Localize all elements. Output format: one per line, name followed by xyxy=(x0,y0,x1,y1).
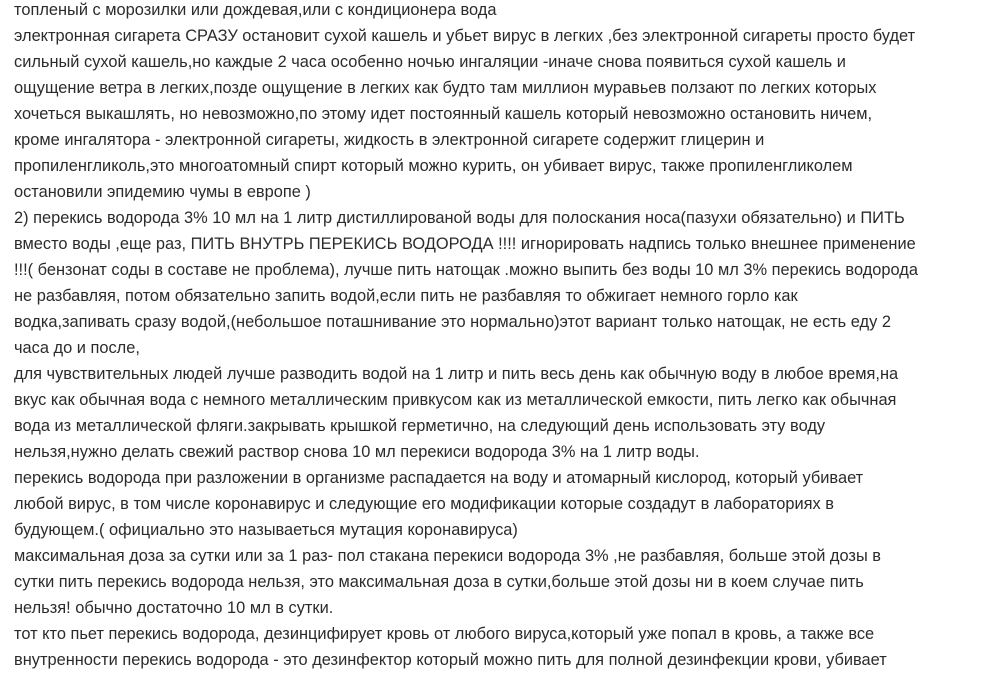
text-line: вместо воды ,еще раз, ПИТЬ ВНУТРЬ ПЕРЕКИСЬ ВОДОРОДА !!!! игнорировать надпись только внешнее применение xyxy=(14,235,916,253)
text-line: не разбавляя, потом обязательно запить водой,если пить не разбавляя то обжигает немного горло как xyxy=(14,287,798,305)
text-line: перекись водорода при разложении в организме распадается на воду и атомарный кислород, который убивает xyxy=(14,469,864,487)
text-line: вкус как обычная вода с немного металлическим привкусом как из металлической емкости, пить легко как обычная xyxy=(14,391,897,409)
text-line: водка,запивать сразу водой,(небольшое поташнивание это нормально)этот вариант только натощак, не есть еду 2 xyxy=(14,313,891,331)
text-line: хочеться выкашлять, но невозможно,по этому идет постоянный кашель который невозможно остановить ничем, xyxy=(14,105,873,123)
text-line: будующем.( официально это называеться мутация коронавируса) xyxy=(14,521,518,539)
text-line: !!!( бензонат соды в составе не проблема), лучше пить натощак .можно выпить без воды 10 мл 3% перекись водорода xyxy=(14,261,918,279)
text-line: максимальная доза за сутки или за 1 раз- пол стакана перекиси водорода 3% ,не разбавляя, больше этой дозы в xyxy=(14,547,881,565)
text-line: любой вирус, в том числе коронавирус и следующие его модификации которые создадут в лабораториях в xyxy=(14,495,834,513)
text-line: тот кто пьет перекись водорода, дезинцифирует кровь от любого вируса,который уже попал в кровь, а также все xyxy=(14,625,875,643)
text-line: пропиленгликоль,это многоатомный спирт который можно курить, он убивает вирус, также пропиленгликолем xyxy=(14,157,853,175)
text-line: топленый с морозилки или дождевая,или с кондиционера вода xyxy=(14,1,497,19)
text-line: нельзя! обычно достаточно 10 мл в сутки. xyxy=(14,599,334,617)
text-line: кроме ингалятора - электронной сигареты, жидкость в электронной сигарете содержит глицерин и xyxy=(14,131,765,149)
text-line: электронная сигарета СРАЗУ остановит сухой кашель и убьет вирус в легких ,без электронной сигареты просто будет xyxy=(14,27,916,45)
text-line: вода из металлической фляги.закрывать крышкой герметично, на следующий день использовать эту воду xyxy=(14,417,826,435)
text-line: часа до и после, xyxy=(14,339,140,357)
text-line: для чувствительных людей лучше разводить водой на 1 литр и пить весь день как обычную воду в любое время,на xyxy=(14,365,899,383)
post-body xyxy=(14,0,974,673)
text-line: внутренности перекись водорода - это дезинфектор который можно пить для полной дезинфекции крови, убивает xyxy=(14,651,887,669)
text-line: остановили эпидемию чумы в европе ) xyxy=(14,183,311,201)
text-line: сильный сухой кашель,но каждые 2 часа особенно ночью ингаляции -иначе снова появиться сухой кашель и xyxy=(14,53,846,71)
text-line: нельзя,нужно делать свежий раствор снова 10 мл перекиси водорода 3% на 1 литр воды. xyxy=(14,443,700,461)
text-line: сутки пить перекись водорода нельзя, это максимальная доза в сутки,больше этой дозы ни в коем случае пить xyxy=(14,573,864,591)
text-line: ощущение ветра в легких,позде ощущение в легких как будто там миллион муравьев ползают по легких которых xyxy=(14,79,877,97)
text-line: 2) перекись водорода 3% 10 мл на 1 литр дистиллированой воды для полоскания носа(пазухи обязательно) и ПИТЬ xyxy=(14,209,905,227)
